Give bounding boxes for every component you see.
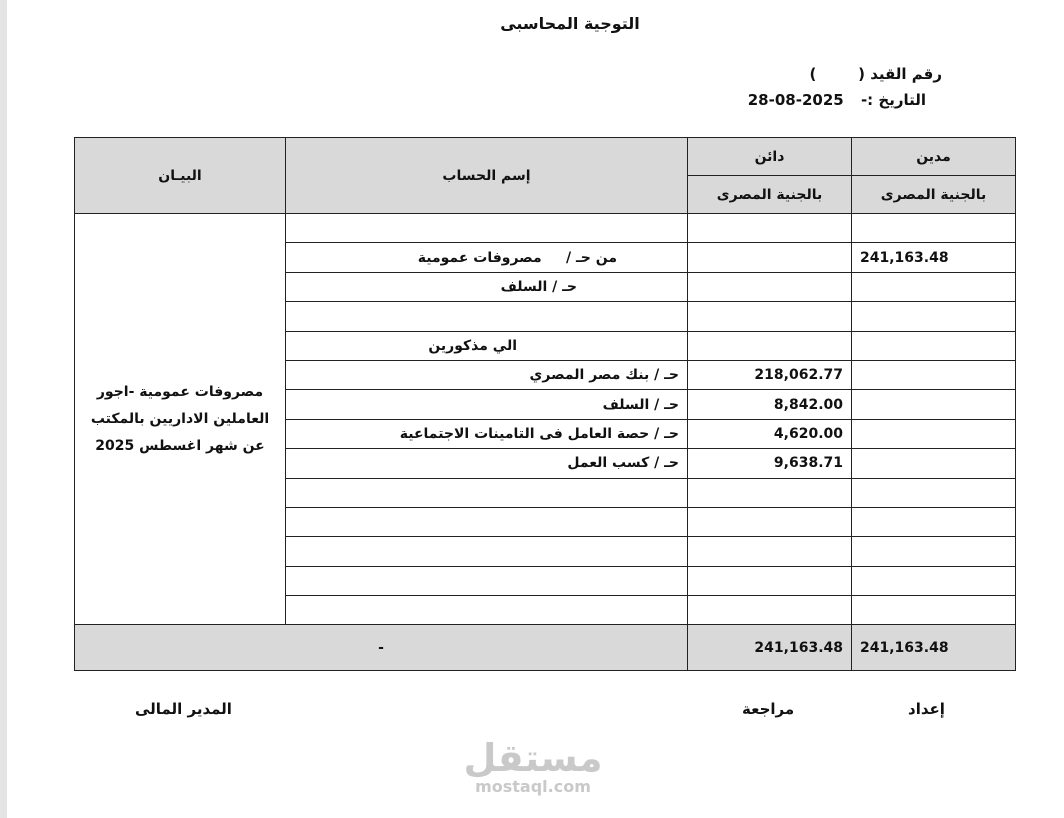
account-cell [286,566,688,595]
account-cell: حـ / بنك مصر المصري [286,360,688,389]
account-cell: حـ / كسب العمل [286,449,688,478]
debit-cell [852,331,1016,360]
debit-cell [852,449,1016,478]
debit-cell [852,478,1016,507]
account-cell [286,537,688,566]
total-debit: 241,163.48 [852,625,1016,671]
header-credit-currency: بالجنية المصرى [688,176,852,214]
financial-manager-label: المدير المالى [135,700,232,718]
journal-table [74,137,1016,671]
table-body [75,214,1016,625]
account-cell: حـ / حصة العامل فى التامينات الاجتماعية [286,419,688,448]
account-cell [286,507,688,536]
account-cell [286,214,688,243]
credit-cell [688,243,852,272]
credit-cell [688,302,852,331]
watermark-domain: mostaql.com [475,777,591,796]
watermark-brand: مستقل [463,736,603,780]
credit-cell [688,537,852,566]
debit-cell [852,360,1016,389]
debit-cell [852,537,1016,566]
date-label: التاريخ :- [860,91,926,109]
debit-cell [852,302,1016,331]
header-debit-currency: بالجنية المصرى [852,176,1016,214]
table-row [75,214,1016,243]
credit-cell: 8,842.00 [688,390,852,419]
entry-number-label: رقم القيد ( ) [809,65,942,83]
account-cell [286,596,688,625]
debit-cell: 241,163.48 [852,243,1016,272]
date-value: 2025-08-28 [747,91,844,109]
account-cell [286,302,688,331]
account-cell: حـ / السلف [286,390,688,419]
prepared-by-label: إعداد [908,700,945,718]
total-dash: - [75,625,688,671]
credit-cell [688,566,852,595]
account-cell: من حـ / مصروفات عمومية [286,243,688,272]
credit-cell [688,478,852,507]
account-cell: الي مذكورين [286,331,688,360]
debit-cell [852,419,1016,448]
page-edge [0,0,7,818]
header-description: البيـان [75,138,286,214]
total-credit: 241,163.48 [688,625,852,671]
debit-cell [852,272,1016,301]
reviewed-by-label: مراجعة [742,700,795,718]
credit-cell [688,596,852,625]
account-cell: حـ / السلف [286,272,688,301]
credit-cell [688,331,852,360]
totals-row [75,625,1016,671]
debit-cell [852,214,1016,243]
description-cell: مصروفات عمومية -اجور العاملين الاداريين بالمكتب عن شهر اغسطس 2025 [75,214,286,625]
credit-cell [688,507,852,536]
debit-cell [852,566,1016,595]
credit-cell [688,272,852,301]
debit-cell [852,507,1016,536]
credit-cell: 9,638.71 [688,449,852,478]
credit-cell [688,214,852,243]
account-cell [286,478,688,507]
credit-cell: 218,062.77 [688,360,852,389]
header-credit: دائن [688,138,852,176]
debit-cell [852,390,1016,419]
header-row-top [75,138,1016,176]
date-row [748,91,926,109]
document-title: التوجية المحاسبى [500,14,640,33]
watermark [458,738,608,796]
header-debit: مدين [852,138,1016,176]
header-account: إسم الحساب [286,138,688,214]
credit-cell: 4,620.00 [688,419,852,448]
debit-cell [852,596,1016,625]
